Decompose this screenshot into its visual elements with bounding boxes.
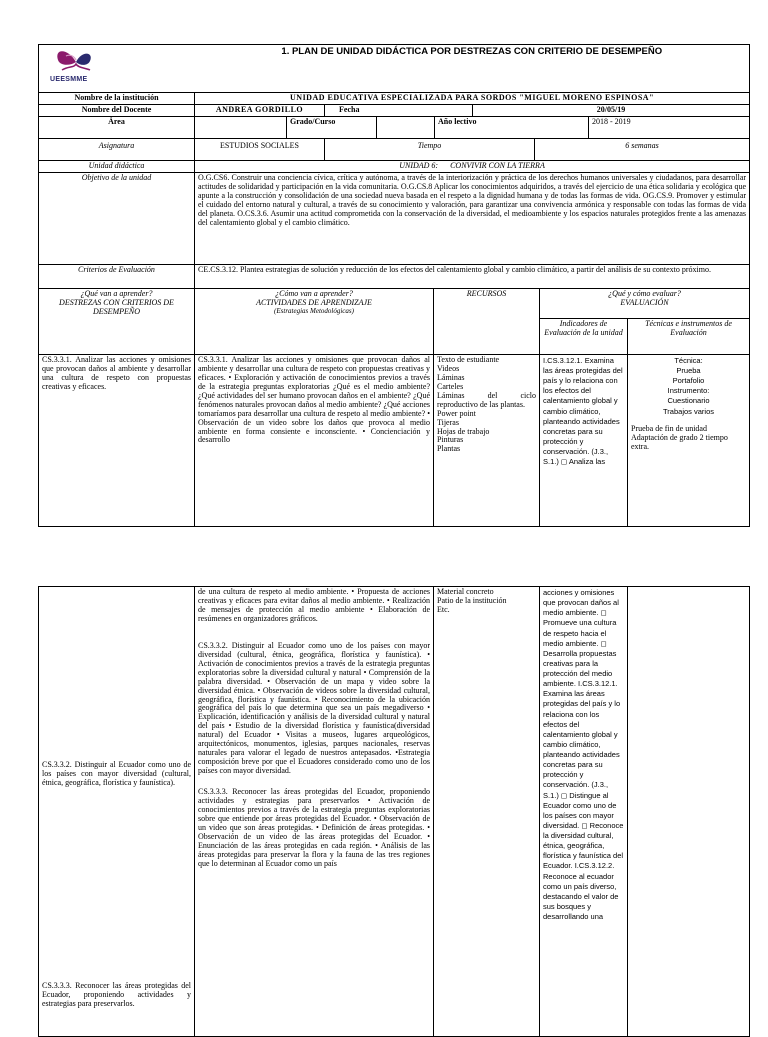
- recursos-header: RECURSOS: [434, 288, 540, 354]
- fecha-label: Fecha: [325, 104, 473, 116]
- tecnicas-page2: [628, 587, 750, 1037]
- anio-label: Año lectivo: [435, 116, 589, 138]
- area-label: Área: [39, 116, 195, 138]
- logo-text: UEESMME: [50, 76, 88, 83]
- tiempo-value: 6 semanas: [535, 138, 750, 160]
- butterfly-logo-icon: [46, 46, 106, 76]
- asignatura-label: Asignatura: [39, 138, 195, 160]
- unidad-label: Unidad didáctica: [39, 160, 195, 172]
- actividades-col-page2: [195, 587, 434, 1037]
- list-item: Láminas del ciclo reproductivo de las plantas.: [437, 390, 536, 409]
- evaluacion-header: ¿Qué y cómo evaluar? EVALUACIÓN: [540, 288, 750, 318]
- list-item: Plantas: [437, 444, 461, 454]
- actividades-cs332: CS.3.3.2. Distinguir al Ecuador como uno de los países con mayor diversidad (cultural, étnica, geográfica, florística y faunística). • Activación de conocimientos previos a través de la estrategia preguntas exploratorias sobre la diversidad cultural y natural • Comprensión de la palabra diversidad. • Observación de un mapa y video sobre la diversidad étnica. • Observación de videos sobre la diversidad cultural, geográfica, florística y faunística. • Reconocimiento de la ubicación geográfica del país lo que determina que sea un país megadiverso • Explicación, identificación y análisis de la diversidad cultural y natural del país • Estudio de la diversidad florística y faunística(diversidad natural) del Ecuador • Visitas a museos, lugares arqueológicos, arquitectónicos, monumentos, iglesias, parques nacionales, reservas naturales para valorar el legado de nuestros antepasados. •Estrategia composición breve por que el Ecuadores considerado como uno de los países con mayor diversidad.: [198, 640, 430, 776]
- docente-value: ANDREA GORDILLO: [195, 104, 325, 116]
- asignatura-value: ESTUDIOS SOCIALES: [195, 138, 325, 160]
- fecha-value: 20/05/19: [473, 104, 750, 116]
- criterios-label: Criterios de Evaluación: [39, 264, 195, 288]
- tecnicas-row1: Técnica: Prueba Portafolio Instrumento: Cuestionario Trabajos varios Prueba de fin de unidad Adaptación de grado 2 tiempo extra.: [628, 354, 750, 526]
- indicadores-header: Indicadores de Evaluación de la unidad: [540, 318, 628, 354]
- destrezas-header: ¿Qué van a aprender? DESTREZAS CON CRITERIOS DE DESEMPEÑO: [39, 288, 195, 354]
- recursos-page2: Material concreto Patio de la institución Etc.: [434, 587, 540, 1037]
- actividades-cs331: CS.3.3.1. Analizar las acciones y omisiones que provocan daños al ambiente y desarrollar una cultura de respeto con propuestas creativas y eficaces. • Exploración y activación de conocimientos previos a través de la estrategia preguntas exploratorias ¿Qué es el medio ambiente? ¿Qué actividades del ser humano provocan daños en el ambiente? ¿Qué fenómenos naturales provocan daños al medio ambiente? ¿Qué acciones tomaríamos para desarrollar una cultura de respeto al medio ambiente? • Observación de un video sobre los daños que provoca al medio ambiente en forma consiente e inconsciente. • Concienciación y desarrollo: [195, 354, 434, 526]
- docente-label: Nombre del Docente: [39, 104, 195, 116]
- logo: [42, 46, 192, 86]
- institucion-value: UNIDAD EDUCATIVA ESPECIALIZADA PARA SORDOS "MIGUEL MORENO ESPINOSA": [195, 93, 750, 105]
- objetivo-value: O.G.CS6. Construir una conciencia cívica, crítica y autónoma, a través de la interiorización y práctica de los derechos humanos universales y ciudadanos, para desarrollar actitudes de solidaridad y participación en la vida comunitaria. O.G.CS.8 Aplicar los conocimientos adquiridos, a través del ejercicio de una ética solidaria y ecológica que apunte a la construcción y consolidación de una sociedad nueva basada en el respeto a la dignidad humana y de todas las formas de vida. OG.CS.9. Promover y estimular el cuidado del entorno natural y cultural, a través de su conocimiento y valoración, para garantizar una convivencia armónica y responsable con todas las formas de vida del planeta. O.CS.3.6. Asumir una actitud comprometida con la conservación de la diversidad, el medioambiente y los espacios naturales protegidos frente a las amenazas del calentamiento global y el cambio climático.: [195, 172, 750, 264]
- list-item: Tijeras: [437, 417, 459, 427]
- logo-cell: [39, 45, 195, 93]
- destreza-cs332: CS.3.3.2. Distinguir al Ecuador como uno de los países con mayor diversidad (cultural, étnica, geográfica, florística y faunística).: [42, 760, 191, 787]
- plan-page-1: [38, 44, 749, 527]
- list-item: Power point: [437, 408, 476, 418]
- destreza-cs333: CS.3.3.3. Reconocer las áreas protegidas del Ecuador, proponiendo actividades y estrategias para preservarlos.: [42, 981, 191, 1008]
- unidad-value: UNIDAD 6: CONVIVIR CON LA TIERRA: [195, 160, 750, 172]
- list-item: Videos: [437, 363, 460, 373]
- destreza-cs331: CS.3.3.1. Analizar las acciones y omisiones que provocan daños al ambiente y desarrollar una cultura de respeto con propuestas creativas y eficaces.: [39, 354, 195, 526]
- list-item: Láminas: [437, 372, 465, 382]
- area-value: [195, 116, 287, 138]
- actividades-cs333: CS.3.3.3. Reconocer las áreas protegidas del Ecuador, proponiendo actividades y estrategias para preservarlos • Activación de conocimientos previos a través de la estrategia preguntas exploratorias sobre que entiende por áreas protegidas del Ecuador. • Observación de un video que son áreas protegidas. • Definición de áreas protegidas. • Observación de un video de las áreas protegidas del Ecuador. • Enunciación de las áreas protegidas en cada región. • Análisis de las áreas protegidas para preservar la flora y la fauna de las tres regiones que lo determinan al Ecuador como un país: [198, 787, 430, 868]
- indicadores-page2: acciones y omisiones que provocan daños al medio ambiente. ◻ Promueve una cultura de respeto hacia el medio ambiente. ◻ Desarrolla propuestas creativas para la protección del medio ambiente. I.CS.3.12.1. Examina las áreas protegidas del país y lo relaciona con los efectos del calentamiento global y cambio climático, planteando actividades concretas para su protección y conservación. (J.3., S.1.) ◻ Distingue al Ecuador como uno de los países con mayor diversidad. ◻ Reconoce la diversidad cultural, étnica, geográfica, florística y faunística del Ecuador. I.CS.3.12.2. Reconoce al ecuador como un país diverso, destacando el valor de sus bosques y desarrollando una: [540, 587, 628, 1037]
- grado-value: [377, 116, 435, 138]
- list-item: Hojas de trabajo: [437, 426, 490, 436]
- anio-value: 2018 - 2019: [589, 116, 750, 138]
- plan-content-table-1: [38, 288, 750, 527]
- tecnicas-header: Técnicas e instrumentos de Evaluación: [628, 318, 750, 354]
- grado-label: Grado/Curso: [287, 116, 377, 138]
- criterios-value: CE.CS.3.12. Plantea estrategias de solución y reducción de los efectos del calentamiento global y cambio climático, a partir del análisis de su contexto próximo.: [195, 264, 750, 288]
- plan-page-2: [38, 586, 749, 1037]
- recursos-list: [434, 354, 540, 526]
- objetivo-label: Objetivo de la unidad: [39, 172, 195, 264]
- indicadores-row1: I.CS.3.12.1. Examina las áreas protegidas del país y lo relaciona con los efectos del calentamiento global y cambio climático, planteando actividades concretas para su protección y conservación. (J.3., S.1.) ◻ Analiza las: [540, 354, 628, 526]
- plan-header-table: [38, 44, 750, 289]
- list-item: Pinturas: [437, 435, 464, 445]
- list-item: Carteles: [437, 381, 464, 391]
- actividades-cs331-cont: de una cultura de respeto al medio ambiente. • Propuesta de acciones creativas y eficaces para evitar daños al medio ambiente. • Realización de mensajes de protección al medio ambiente • Elaboración de resúmenes en organizadores gráficos.: [198, 587, 430, 623]
- destrezas-col-page2: [39, 587, 195, 1037]
- institucion-label: Nombre de la institución: [39, 93, 195, 105]
- plan-title: 1. PLAN DE UNIDAD DIDÁCTICA POR DESTREZAS CON CRITERIO DE DESEMPEÑO: [195, 45, 750, 93]
- tiempo-label: Tiempo: [325, 138, 535, 160]
- actividades-header: ¿Cómo van a aprender? ACTIVIDADES DE APRENDIZAJE (Estrategias Metodológicas): [195, 288, 434, 354]
- plan-content-table-2: [38, 586, 750, 1037]
- list-item: Texto de estudiante: [437, 354, 500, 364]
